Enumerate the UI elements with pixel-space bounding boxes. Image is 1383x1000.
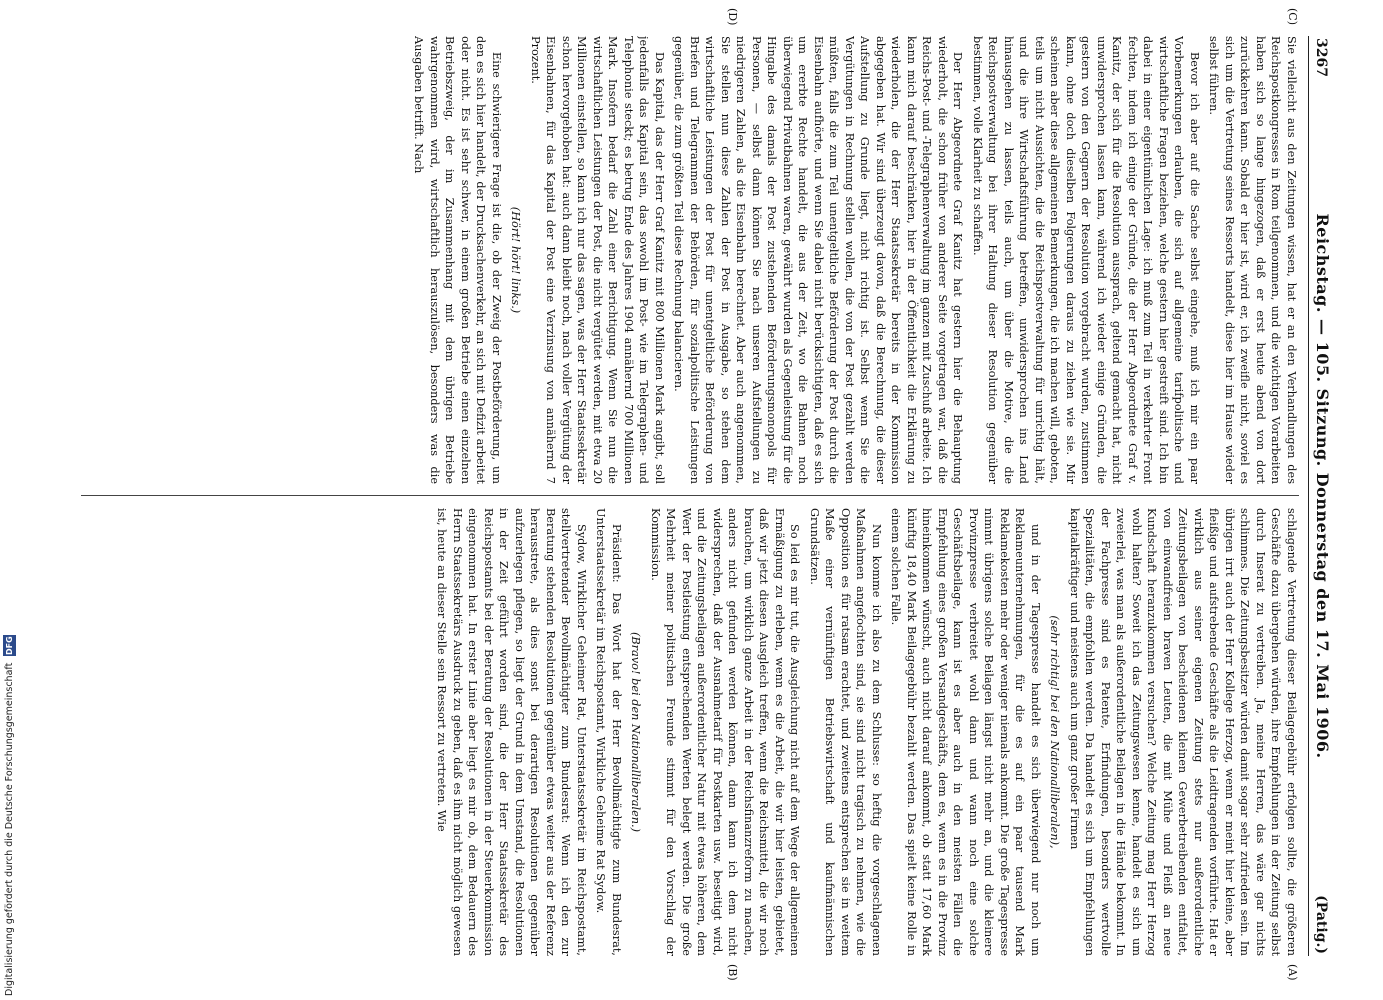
paragraph: Nun komme ich also zu dem Schlusse: so heftig die vorgeschlagenen Maßnahmen angefochten sind, sie sind nicht tragisch zu nehmen, wie die Opposition es für ratsam erachtet, und zweitens entsprechen sie in weitem Maße einer vernünftigen Betriebswirtschaft und kaufmännischen Grundsätzen. bbox=[808, 508, 883, 956]
page-number: 3267 bbox=[1313, 38, 1329, 77]
interjection: (sehr richtig! bei den Nationalliberalen), bbox=[1048, 615, 1062, 849]
column-right bbox=[81, 508, 1299, 956]
paragraph: So leid es mir tut, die Ausgleichung nicht auf dem Wege der allgemeinen Ermäßigung zu erleben, wenn es die Arbeit, die wir hier leisten, gebietet, daß wir jetzt diesen Ausgleich treffen, wenn die Reichsmittel, die wir noch brauchen, um wirklich ganze Arbeit in der Reichsfinanzreform zu machen, anders nicht gefunden werden können, dann kann ich dem nicht widersprechen, daß der Ausnahmetarif für Postkarten usw. beseitigt wird, und die Zeitungsbeilagen außerordentlicher Natur mit etwas höheren, dem Wert der Postleistung entsprechenden Werten belegt werden. Die große Mehrheit meiner politischen Freunde stimmt für den Vorschlag der Kommission. bbox=[649, 508, 802, 956]
margin-marks-left bbox=[81, 6, 1299, 30]
interjection: (Bravo! bei den Nationalliberalen.) bbox=[629, 631, 643, 833]
text-columns bbox=[81, 36, 1299, 956]
paragraph: Präsident: Das Wort hat der Herr Bevollmächtigte zum Bundesrat, Unterstaatssekretär im Reichspostamt, Wirkliche Geheime Rat Sydow. bbox=[594, 508, 623, 956]
digitization-note bbox=[3, 600, 23, 996]
paragraph: und in der Tagespresse handelt es sich überwiegend nur noch um Reklameunternehmungen, für die es auf ein paar tausend Mark Reklamekosten mehr oder weniger niemals ankommt. Die große Tagespresse nimmt übrigens solche Beilagen längst nicht mehr an, und die kleinere Provinzpresse verbreitet wohl dann und wann noch eine solche Geschäftsbeilage, kann ist es aber auch in den meisten Fällen die Empfehlung eines großen Versandgeschäfts, dem es, wenn es in die Provinz hineinkommen wünscht, auch nicht darauf ankommt, ob statt 17,60 Mark künftig 18,40 Mark Beilagegebühr bezahlt werden. Das spielt keine Rolle in einem solchen Falle. bbox=[889, 508, 1042, 956]
margin-mark-d: (D) bbox=[726, 8, 739, 26]
paragraph: Eine schwierigere Frage ist die, ob der Zweig der Postbeförderung, um den es sich hier handelt, der Drucksachenverkehr, an sich mit Defizit arbeitet oder nicht. Es ist sehr schwer, in einem großen Betriebe einen einzelnen Betriebszweig, der im Zusammenhang mit dem übrigen Betriebe wahrgenommen wird, wirtschaftlich herauszulösen, besonders was die Ausgaben betrifft. Nach bbox=[412, 36, 503, 484]
paragraph: Bevor ich aber auf die Sache selbst eingehe, muß ich mir ein paar Vorbemerkungen erlauben, die sich auf allgemeine tarifpolitische und wirtschaftliche Fragen beziehen, welche gestern hier gestreift sind. Ich bin dabei in einer eigentümlichen Lage: ich muß zum Teil in verkehrter Front fechten, indem ich einige der Gründe, die der Herr Abgeordnete Graf v. Kanitz, der sich für die Resolution aussprach, geltend gemacht hat, nicht unwidersprochen lassen kann, während ich wieder einige Gründen, die gestern von den Gegnern der Resolution vorgebracht wurden, zustimmen kann, ohne doch dieselben Folgerungen daraus zu ziehen wie sie. Mir scheinen aber diese allgemeinen Bemerkungen, die ich machen will, geboten, teils um nicht Aussichten, die die Reichspostverwaltung für unrichtig hält, und die ihre Wirtschaftsführung betreffen, unwidersprochen ins Land hinausgehen zu lassen, teils auch, um über die Motive, die die Reichspostverwaltung bei ihrer Haltung dieser Resolution gegenüber bestimmen, volle Klarheit zu schaffen. bbox=[971, 36, 1201, 484]
margin-mark-c: (C) bbox=[1286, 8, 1299, 25]
margin-marks-right bbox=[81, 962, 1299, 986]
margin-mark-b: (B) bbox=[726, 964, 739, 981]
margin-mark-a: (A) bbox=[1286, 964, 1299, 981]
speaker-tag: (Patig.) bbox=[1313, 895, 1329, 954]
digitization-text: Digitalisierung gefördert durch die Deutsche Forschungsgemeinschaft bbox=[4, 662, 15, 996]
running-header bbox=[1308, 36, 1343, 956]
header-title: Reichstag. — 105. Sitzung. Donnerstag den 17. Mai 1906. bbox=[1313, 213, 1332, 759]
interjection: (Hört! hört! links.) bbox=[509, 206, 523, 314]
column-divider bbox=[81, 484, 1299, 508]
column-left bbox=[81, 36, 1299, 484]
paragraph: Sydow, Wirklicher Geheimer Rat, Unterstaatssekretär im Reichspostamt, stellvertretender Bevollmächtigter zum Bundesrat: Wenn ich den zur Beratung stehenden Resolutionen gegenüber etwas weiter aus der Referenz herausstrete, als dies sonst bei derartigen Resolutionen gegenüber aufzuerlegen pflegen, so liegt der Grund in dem Umstand, die Resolutionen in der Zeit geführt worden sind, die der Herr Staatssekretär des Reichspostamts bei der Beratung der Resolutionen in der Steuerkommission eingenommen hat. In erster Linie aber liegt es mir ob, dem Bedauern des Herrn Staatssekretärs Ausdruck zu geben, daß es ihm nicht möglich gewesen ist, heute an dieser Stelle sein Ressort zu vertreten. Wie bbox=[435, 508, 588, 956]
paragraph: schlagende Vertretung dieser Beilagegebühr erfolgen sollte, die größeren Geschäfte dazu übergehen würden, ihre Empfehlungen in der Zeitung selbst durch Inserat zu vertreiben. Ja, meine Herren, das wäre gar nichts schlimmes. Die Zeitungsbesitzer würden damit sogar sehr zufrieden sein. Im übrigen irrt auch der Herr Kollege Herzog, wenn er meint hier kleine, aber fleißige und aufstrebende Geschäfte als die Leidtragenden vorführte. Hat er wirklich aus seiner eigenen Zeitung stets nur außerordentliche Zeitungsbeilagen von bescheidenen kleinen Gewerbetreibenden entfaltet, von einwandfreien braven Leuten, die mit Mühe und Fleiß an neue Kundschaft heranzukommen versuchen? Welche Zeitung mag Herr Herzog wohl halten? Soweit ich das Zeitungswesen kenne, handelt es sich um zweierlei, was man als außerordentliche Beilagen in die Hände bekommt. In der Fachpresse sind es Patente, Erfindungen, besonders wertvolle Spezialitäten, die empfohlen werden. Da handelt es sich um Empfehlungen kapitalkräftiger und meistens auch um ganz großer Firmen bbox=[1068, 508, 1298, 956]
paragraph: Das Kapital, das der Herr Graf Kanitz mit 800 Millionen Mark angibt, soll jedenfalls das Kapital sein, das sowohl im Post- wie im Telegraphen- und Telephonie steckt; es betrug Ende des Jahres 1904 annähernd 700 Millionen Mark. Insofern bedarf die Zahl einer Berichtigung. Wenn Sie nun die wirtschaftlichen Leistungen der Post, die nicht vergütet werden, mit etwa 20 Millionen einstellen, so kann ich nur das sagen, was der Herr Staatssekretär schon hervorgehoben hat: auch dann bleibt noch, nach voller Vergütung der Eisenbahnen, für das Kapital der Post eine Verzinsung von annähernd 7 Prozent. bbox=[529, 36, 666, 484]
paragraph: Der Herr Abgeordnete Graf Kanitz hat gestern hier die Behauptung wiederholt, die schon früher von anderer Seite vorgetragen war, daß die Reichs-Post- und -Telegraphenverwaltung im ganzen mit Zuschuß arbeite. Ich kann mich darauf beschränken, hier in der Öffentlichkeit die Erklärung zu wiederholen, die der Herr Staatssekretär bereits in der Kommission abgegeben hat. Wir sind überzeugt davon, daß die Berechnung, die dieser Aufstellung zu Grunde liegt, nicht richtig ist. Selbst wenn Sie die Vergütungen in Rechnung stellen wollen, die von der Post gezahlt werden müßten, falls die zum Teil unentgeltliche Beförderung der Post durch die Eisenbahn aufhörte, und wenn Sie dabei nicht berücksichtigten, daß es sich um ererbte Rechte handelt, die aus der Zeit, wo die Bahnen noch überwiegend Privatbahnen waren, gewährt wurden als Gegenleistung für die Hingabe des damals der Post zustehenden Beförderungsmonopols für Personen, — selbst dann können Sie nach unseren Aufstellungen zu niedrigeren Zahlen, als die Eisenbahn berechnet. Aber auch angenommen, Sie stellen nun diese Zahlen der Post in Ausgabe, so stehen dem wirtschaftliche Leistungen der Post für unentgeltliche Beförderung von Briefen und Telegrammen der Behörden, für sozialpolitische Leistungen gegenüber, die zum größten Teil diese Rechnung balancieren. bbox=[672, 36, 965, 484]
page-frame bbox=[81, 8, 1343, 981]
paragraph: Sie vielleicht aus den Zeitungen wissen, hat er an den Verhandlungen des Reichspostkongresses in Rom teilgenommen, und die wichtigen Vorarbeiten haben sich so lange hingezogen, daß er erst heute abend von dort zurückkehren kann. Sobald er hier ist, wird er, ich zweifle nicht, soviel es sich um die Vertretung seines Ressorts handelt, diese hier im Hause wieder selbst führen. bbox=[1207, 36, 1298, 484]
dfg-logo: DFG bbox=[5, 635, 14, 655]
